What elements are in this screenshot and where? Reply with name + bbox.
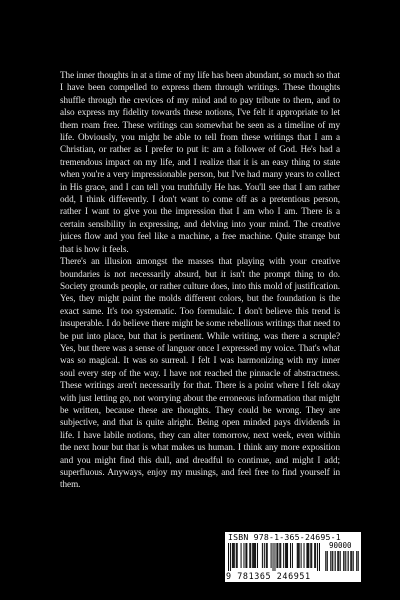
barcode-bar — [245, 543, 246, 568]
barcode-bar — [232, 543, 233, 568]
barcode-bar — [317, 543, 318, 571]
barcode-bar — [252, 543, 253, 568]
barcode-bar — [314, 543, 315, 568]
barcode-bar — [246, 543, 247, 568]
barcode-bar — [257, 543, 258, 568]
addon-bar — [340, 551, 341, 571]
barcode-bar — [250, 543, 251, 568]
barcode-bar — [230, 543, 231, 571]
barcode-bar — [228, 543, 229, 571]
addon-bar — [352, 551, 353, 571]
barcode-bar — [287, 543, 288, 568]
barcode-bar — [286, 543, 287, 568]
addon-bar — [347, 551, 348, 571]
addon-bar — [344, 551, 345, 571]
barcode-bar — [266, 543, 267, 568]
addon-bar — [335, 551, 336, 571]
barcode-bar — [319, 543, 320, 571]
addon-bar — [325, 551, 326, 571]
barcode-bar — [273, 543, 274, 571]
barcode-bar — [285, 543, 286, 568]
barcode-bar — [297, 543, 298, 568]
addon-bar — [348, 551, 349, 571]
addon-bar — [350, 551, 351, 571]
blurb-paragraph-2: There's an illusion amongst the masses that playing with your creative boundaries is not necessarily absurd, but it isn't the prompt thing to do. Society grounds people, or rather culture does, into this mold of justification. Yes, they might paint the molds different colors, but the foundation is the exact same. It's too systematic. Too formulaic. I don't believe this trend is insuperable. I do believe there might be some rebellious writings that need to be put into place, but that is pertinent. While writing, was there a scruple? Yes, but there was a sense of languor once I expressed my voice. That's what was so magical. It was so surreal. I felt I was harmonizing with my inner soul every step of the way. I have not reached the pinnacle of abstractness. These writings aren't necessarily for that. There is a point where I felt okay with just letting go, not worrying about the erroneous information that might be written, because these are thoughts. They could be wrong. They are subjective, and that is quite alright. Being open minded pays dividends in life. I have labile notions, they can alter tomorrow, next week, even within the next hour but that is what makes us human. I think any more exposition and you might find this dull, and dreadful to continue, and might I add; superfluous. Anyways, enjoy my musings, and feel free to find yourself in them. — [60, 256, 340, 490]
barcode-bar — [311, 543, 312, 568]
barcode-bar — [249, 543, 250, 568]
barcode-bar — [292, 543, 293, 568]
addon-bar — [327, 551, 328, 571]
barcode-bar — [283, 543, 284, 568]
addon-bar — [353, 551, 354, 571]
addon-bar — [330, 551, 331, 571]
addon-bar — [337, 551, 338, 571]
barcode-bar — [306, 543, 307, 568]
barcode-bar — [290, 543, 291, 568]
addon-bar — [332, 551, 333, 571]
addon-bar — [332, 551, 333, 571]
ean-digits: 9 781365 246951 — [226, 571, 311, 581]
addon-bar — [334, 551, 335, 571]
back-cover-blurb — [60, 69, 340, 491]
barcode-bar — [233, 543, 234, 568]
isbn-barcode — [225, 532, 361, 582]
barcode-bar — [274, 543, 275, 571]
addon-bar — [357, 551, 358, 571]
barcode-bar — [237, 543, 238, 568]
barcode-bar — [236, 543, 237, 568]
barcode-bar — [304, 543, 305, 568]
barcode-bar — [280, 543, 281, 568]
addon-bar — [338, 551, 339, 571]
addon-bar — [358, 551, 359, 571]
price-addon-bars — [325, 551, 359, 571]
addon-bar — [339, 551, 340, 571]
barcode-bar — [307, 543, 308, 568]
barcode-bar — [308, 543, 309, 568]
barcode-bar — [264, 543, 265, 568]
blurb-paragraph-1: The inner thoughts in at a time of my life has been abundant, so much so that I have been compelled to express them through writings. These thoughts shuffle through the crevices of my mind and to pay tribute to them, and to also express my fidelity towards these notions, I've felt it appropriate to let them roam free. These writings can somewhat be seen as a timeline of my life. Obviously, you might be able to tell from these writings that I am a Christian, or rather as I prefer to put it: am a follower of God. He's had a tremendous impact on my life, and I realize that it is an easy thing to state when you're a very impressionable person, but I've had many years to collect in His grace, and I can tell you truthfully He has. You'll see that I am rather odd, I think differently. I don't want to come off as a pretentious person, rather I want to give you the impression that I am who I am. There is a certain sensibility in expressing, and delving into your mind. The creative juices flow and you feel like a machine, a free machine. Quite strange but that is how it feels. — [60, 70, 340, 254]
barcode-bar — [271, 543, 272, 568]
barcode-bar — [315, 543, 316, 568]
isbn-label: ISBN 978-1-365-24695-1 — [228, 532, 341, 542]
barcode-bar — [241, 543, 242, 568]
addon-bar — [326, 551, 327, 571]
barcode-bar — [267, 543, 268, 568]
barcode-bar — [243, 543, 244, 568]
barcode-bar — [254, 543, 255, 568]
barcode-bar — [279, 543, 280, 568]
barcode-bar — [276, 543, 277, 568]
barcode-bar — [310, 543, 311, 568]
barcode-bar — [298, 543, 299, 568]
addon-bar — [345, 551, 346, 571]
price-addon-label: 90000 — [329, 541, 352, 550]
barcode-bar — [299, 543, 300, 568]
ean13-bars — [228, 543, 320, 571]
addon-bar — [356, 551, 357, 571]
addon-bar — [351, 551, 352, 571]
barcode-bar — [301, 543, 302, 568]
barcode-bar — [277, 543, 278, 568]
barcode-bar — [234, 543, 235, 568]
barcode-bar — [262, 543, 263, 568]
barcode-bar — [253, 543, 254, 568]
barcode-bar — [255, 543, 256, 568]
addon-bar — [343, 551, 344, 571]
